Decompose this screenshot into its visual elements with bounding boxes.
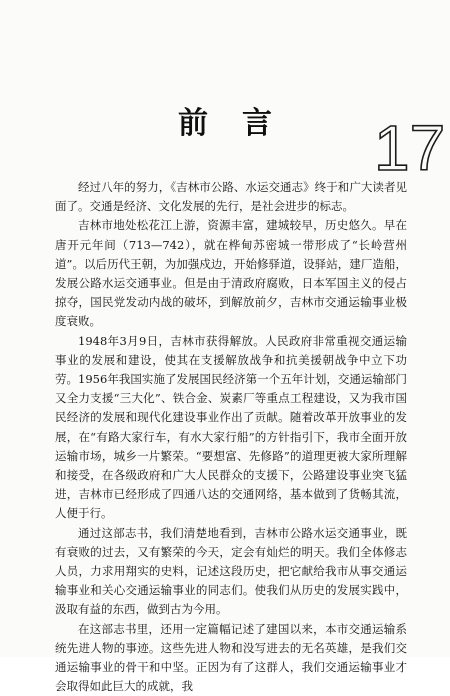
handwritten-page-number-text: 17 [374,112,446,184]
paragraph-4: 通过这部志书，我们清楚地看到，吉林市公路水运交通事业，既有衰败的过去，又有繁荣的今天，定会有灿烂的明天。我们全体修志人员，力求用翔实的史料，记述这段历史，把它献给我市从事交通运输事业和关心交通运输事业的同志们。使我们从历史的发展实践中，汲取有益的东西，做到古为今用。 [55,525,407,617]
preface-body [55,178,407,696]
handwritten-page-number [372,110,446,184]
paragraph-3: 1948年3月9日，吉林市获得解放。人民政府非常重视交通运输事业的发展和建设，使其在支援解放战争和抗美援朝战争中立下功劳。1956年我国实施了发展国民经济第一个五年计划，交通运输部门又全力支援“三大化”、铁合金、炭素厂等重点工程建设，又为我市国民经济的发展和现代化建设事业作出了贡献。随着改革开放事业的发展，在“有路大家行车，有水大家行船”的方针指引下，我市全面开放运输市场，城乡一片繁荣。“要想富、先修路”的道理更被大家所理解和接受，在各级政府和广大人民群众的支援下，公路建设事业突飞猛进，吉林市已经形成了四通八达的交通网络，基本做到了货畅其流，人便于行。 [55,333,407,521]
paragraph-1: 经过八年的努力，《吉林市公路、水运交通志》终于和广大读者见面了。交通是经济、文化发展的先行，是社会进步的标志。 [55,180,407,214]
page-title: 前言 [178,106,306,141]
paragraph-5: 在这部志书里，还用一定篇幅记述了建国以来，本市交通运输系统先进人物的事迹。这些先进人物和没写进去的无名英雄，是我们交通运输事业的骨干和中坚。正因为有了这群人，我们交通运输事业才会取得如此巨大的成就，我 [55,621,407,694]
paragraph-2: 吉林市地处松花江上游，资源丰富，建城较早，历史悠久。早在唐开元年间（713—742），就在桦甸苏密城一带形成了“长岭营州道”。以后历代王朝，为加强戍边，开始修驿道，设驿站，建厂造船，发展公路水运交通事业。但是由于清政府腐败，日本军国主义的侵占掠夺，国民党发动内战的破坏，到解放前夕，吉林市交通运输事业极度衰败。 [55,218,407,329]
